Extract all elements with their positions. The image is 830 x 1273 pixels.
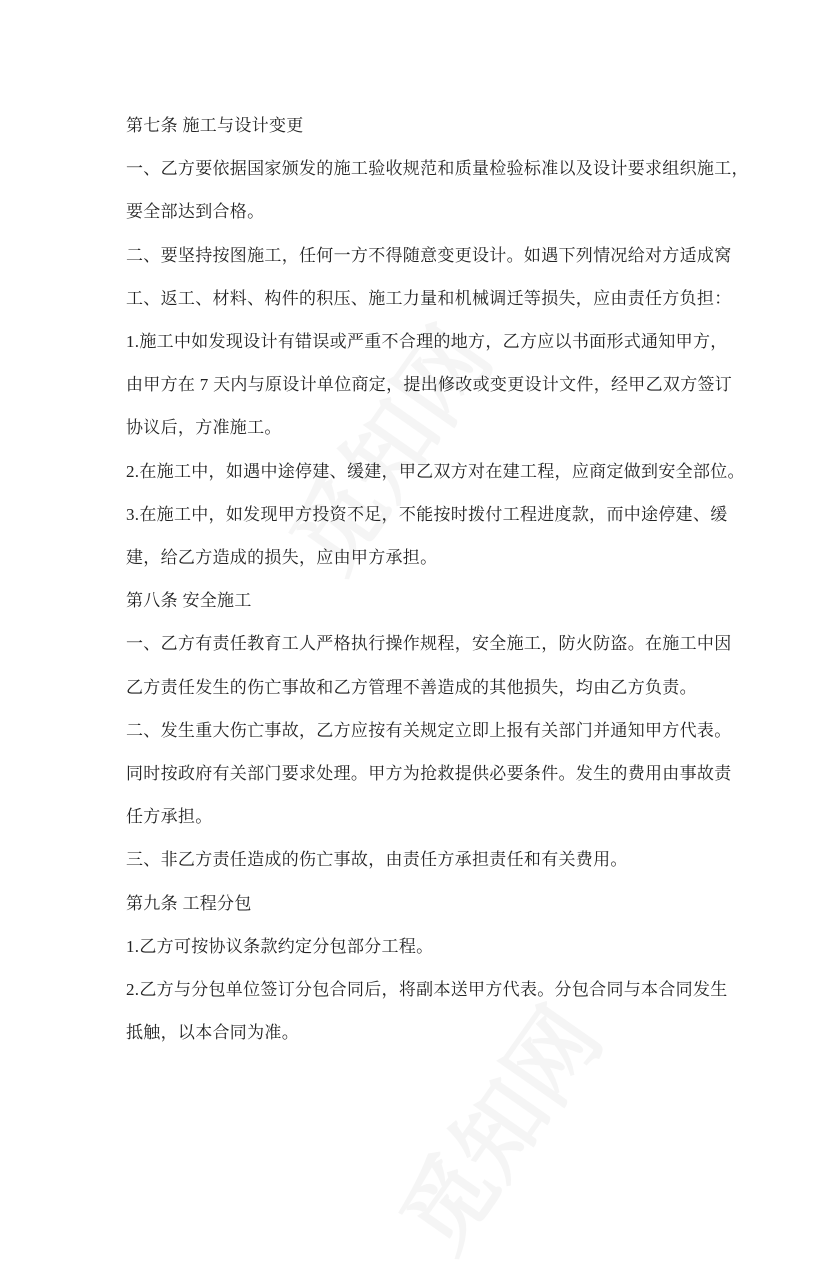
text-line: 3.在施工中，如发现甲方投资不足，不能按时拨付工程进度款，而中途停建、缓 [126, 504, 728, 524]
text-line: 工、返工、材料、构件的积压、施工力量和机械调迁等损失，应由责任方负担： [126, 288, 732, 308]
section-heading: 第七条 施工与设计变更 [126, 116, 304, 135]
text-line: 同时按政府有关部门要求处理。甲方为抢救提供必要条件。发生的费用由事故责 [126, 764, 732, 783]
section-heading: 第八条 安全施工 [126, 591, 252, 611]
text-line: 一、乙方有责任教育工人严格执行操作规程，安全施工，防火防盗。在施工中因 [126, 634, 732, 654]
text-line: 二、发生重大伤亡事故，乙方应按有关规定立即上报有关部门并通知甲方代表。 [126, 720, 732, 740]
watermark [364, 977, 625, 1273]
text-line: 抵触，以本合同为准。 [126, 1023, 299, 1043]
section-heading: 第九条 工程分包 [126, 893, 252, 913]
text-line: 乙方责任发生的伤亡事故和乙方管理不善造成的其他损失，均由乙方负责。 [126, 677, 697, 697]
text-line: 一、乙方要依据国家颁发的施工验收规范和质量检验标准以及设计要求组织施工， [126, 159, 749, 179]
text-line: 1.乙方可按协议条款约定分包部分工程。 [126, 936, 434, 956]
text-line: 三、非乙方责任造成的伤亡事故，由责任方承担责任和有关费用。 [126, 850, 628, 870]
text-line: 2.乙方与分包单位签订分包合同后，将副本送甲方代表。分包合同与本合同发生 [126, 980, 728, 999]
text-line: 1.施工中如发现设计有错误或严重不合理的地方，乙方应以书面形式通知甲方， [126, 332, 728, 351]
text-line: 二、要坚持按图施工，任何一方不得随意变更设计。如遇下列情况给对方适成窝 [126, 245, 732, 265]
text-line: 由甲方在 7 天内与原设计单位商定，提出修改或变更设计文件，经甲乙双方签订 [126, 375, 733, 395]
text-line: 任方承担。 [126, 807, 213, 827]
text-line: 2.在施工中，如遇中途停建、缓建，甲乙双方对在建工程，应商定做到安全部位。 [126, 461, 745, 481]
text-line: 协议后，方准施工。 [126, 418, 282, 438]
text-line: 要全部达到合格。 [126, 202, 265, 222]
text-line: 建，给乙方造成的损失，应由甲方承担。 [126, 548, 438, 567]
